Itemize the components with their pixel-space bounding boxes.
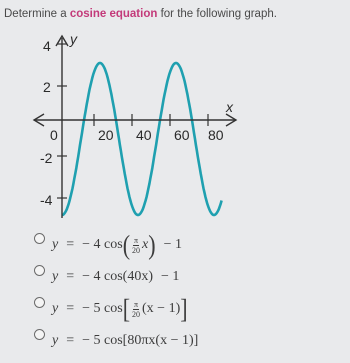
choice-d-radio[interactable]	[34, 329, 45, 340]
choice-c-equation: y = − 5 cos [ $\frac{\pi}{20}$ (x − 1) ]	[52, 292, 188, 324]
y-tick-label-4: 4	[43, 38, 51, 54]
y-axis-label: y	[70, 31, 77, 47]
cosine-graph	[0, 22, 350, 232]
x-tick-label-60: 60	[174, 127, 190, 143]
choice-c[interactable]	[38, 294, 350, 324]
choice-d-equation: y = − 5 cos[80πx(x − 1)]	[52, 333, 199, 348]
x-tick-label-40: 40	[136, 127, 152, 143]
answer-choices	[0, 228, 350, 363]
choice-b-equation: y = − 4 cos(40x) − 1	[52, 269, 180, 284]
y-tick-label-2: 2	[43, 79, 51, 95]
question-prefix: Determine a	[4, 8, 70, 20]
question-suffix: for the following graph.	[157, 8, 277, 20]
question-highlight: cosine equation	[69, 8, 158, 20]
x-axis-label: x	[226, 99, 233, 115]
choice-c-radio[interactable]	[34, 297, 45, 308]
origin-label: 0	[50, 127, 58, 143]
y-tick-label-neg4: -4	[40, 192, 53, 208]
choice-b[interactable]	[38, 262, 350, 292]
choice-b-radio[interactable]	[34, 265, 45, 276]
x-tick-label-80: 80	[208, 127, 224, 143]
choice-a-radio[interactable]	[34, 233, 45, 244]
x-tick-label-20: 20	[98, 127, 114, 143]
choice-d[interactable]	[38, 326, 350, 356]
y-tick-label-neg2: -2	[40, 150, 53, 166]
choice-a-equation: y = − 4 cos ( $\frac{\pi}{20}$ x ) − 1	[52, 228, 182, 260]
choice-a[interactable]	[38, 230, 350, 260]
question-text	[4, 8, 277, 20]
